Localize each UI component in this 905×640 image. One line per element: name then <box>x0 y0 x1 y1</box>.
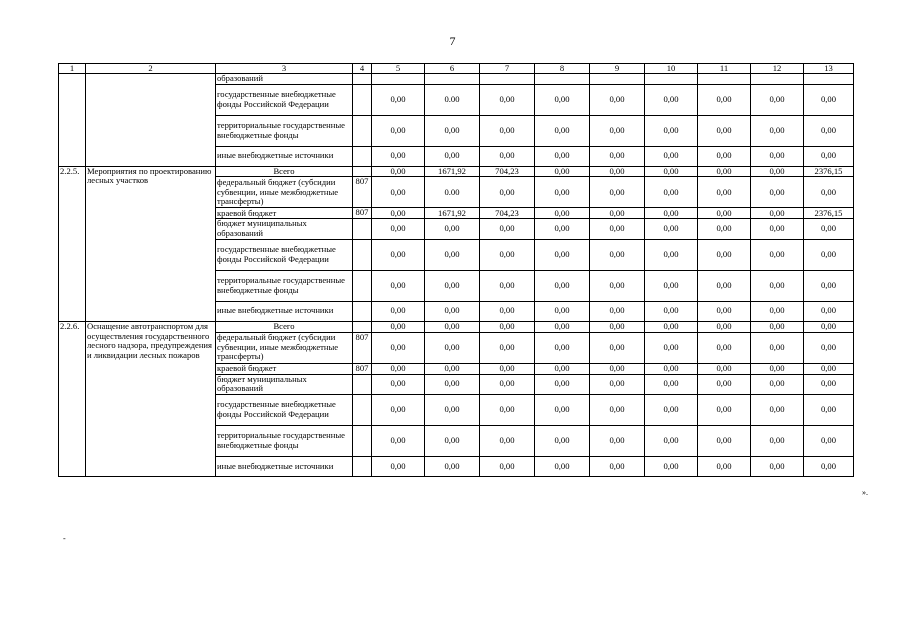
amount-cell: 0,00 <box>804 363 854 374</box>
amount-cell: 0,00 <box>480 177 535 208</box>
amount-cell: 0,00 <box>590 394 645 425</box>
amount-cell <box>535 74 590 85</box>
amount-cell: 0,00 <box>804 394 854 425</box>
amount-cell: 0,00 <box>480 84 535 115</box>
amount-cell <box>645 74 698 85</box>
funding-source-cell: территориальные государственные внебюджетные фонды <box>216 270 353 301</box>
amount-cell: 0,00 <box>372 177 425 208</box>
budget-code-cell <box>353 239 372 270</box>
amount-cell: 0,00 <box>590 270 645 301</box>
amount-cell: 0,00 <box>535 270 590 301</box>
amount-cell: 0,00 <box>535 332 590 363</box>
funding-source-cell: бюджет муниципальных образований <box>216 219 353 239</box>
column-number-cell: 2 <box>86 64 216 74</box>
amount-cell: 0,00 <box>698 425 751 456</box>
amount-cell: 0,00 <box>804 146 854 166</box>
funding-source-cell: краевой бюджет <box>216 208 353 219</box>
amount-cell: 0,00 <box>590 239 645 270</box>
amount-cell: 0,00 <box>535 84 590 115</box>
amount-cell: 1671,92 <box>425 166 480 177</box>
amount-cell: 0,00 <box>751 166 804 177</box>
amount-cell: 0,00 <box>698 332 751 363</box>
funding-source-cell: федеральный бюджет (субсидии субвенции, иные межбюджетные трансферты) <box>216 332 353 363</box>
amount-cell <box>751 74 804 85</box>
amount-cell: 0,00 <box>751 219 804 239</box>
amount-cell: 0,00 <box>372 456 425 476</box>
amount-cell: 0,00 <box>751 177 804 208</box>
amount-cell: 0,00 <box>480 374 535 394</box>
amount-cell: 0,00 <box>645 239 698 270</box>
budget-code-cell: 807 <box>353 177 372 208</box>
amount-cell: 0,00 <box>590 115 645 146</box>
column-number-cell: 6 <box>425 64 480 74</box>
amount-cell: 0,00 <box>372 425 425 456</box>
amount-cell: 0,00 <box>425 219 480 239</box>
amount-cell: 0.00 <box>425 84 480 115</box>
amount-cell: 0,00 <box>480 115 535 146</box>
page-number: 7 <box>449 34 456 48</box>
amount-cell: 0,00 <box>645 84 698 115</box>
amount-cell: 0,00 <box>698 301 751 321</box>
funding-source-cell: иные внебюджетные источники <box>216 456 353 476</box>
amount-cell: 1671,92 <box>425 208 480 219</box>
amount-cell: 0,00 <box>535 321 590 332</box>
budget-code-cell: 807 <box>353 332 372 363</box>
amount-cell: 0,00 <box>535 239 590 270</box>
amount-cell: 0,00 <box>590 332 645 363</box>
table-row <box>59 321 854 332</box>
amount-cell: 0,00 <box>751 270 804 301</box>
budget-code-cell: 807 <box>353 363 372 374</box>
amount-cell: 0,00 <box>590 425 645 456</box>
amount-cell: 0,00 <box>698 239 751 270</box>
amount-cell: 0,00 <box>804 219 854 239</box>
amount-cell: 0,00 <box>645 115 698 146</box>
amount-cell: 0,00 <box>804 84 854 115</box>
budget-code-cell <box>353 321 372 332</box>
amount-cell: 0,00 <box>751 425 804 456</box>
amount-cell: 0,00 <box>425 146 480 166</box>
amount-cell: 0,00 <box>698 394 751 425</box>
amount-cell: 0,00 <box>590 166 645 177</box>
amount-cell: 0,00 <box>590 146 645 166</box>
budget-code-cell <box>353 115 372 146</box>
amount-cell: 0,00 <box>590 84 645 115</box>
amount-cell: 0,00 <box>372 270 425 301</box>
amount-cell: 0,00 <box>372 374 425 394</box>
amount-cell: 0,00 <box>804 321 854 332</box>
funding-source-cell: краевой бюджет <box>216 363 353 374</box>
item-number-cell <box>59 74 86 167</box>
amount-cell <box>590 74 645 85</box>
amount-cell: 0,00 <box>645 146 698 166</box>
amount-cell: 0,00 <box>425 239 480 270</box>
amount-cell <box>425 74 480 85</box>
amount-cell: 0,00 <box>425 270 480 301</box>
amount-cell: 0,00 <box>698 208 751 219</box>
amount-cell: 0,00 <box>645 374 698 394</box>
amount-cell: 0,00 <box>645 363 698 374</box>
amount-cell: 0,00 <box>535 115 590 146</box>
amount-cell: 0,00 <box>480 301 535 321</box>
amount-cell <box>372 74 425 85</box>
amount-cell: 0,00 <box>698 219 751 239</box>
item-number-cell: 2.2.5. <box>59 166 86 321</box>
amount-cell <box>804 74 854 85</box>
funding-source-cell: Всего <box>216 166 353 177</box>
amount-cell: 0,00 <box>590 321 645 332</box>
amount-cell: 0,00 <box>698 166 751 177</box>
amount-cell: 2376,15 <box>804 208 854 219</box>
column-number-row <box>59 64 854 74</box>
amount-cell: 0,00 <box>698 321 751 332</box>
amount-cell: 0,00 <box>590 208 645 219</box>
amount-cell: 0,00 <box>698 374 751 394</box>
amount-cell: 0,00 <box>372 321 425 332</box>
amount-cell: 0,00 <box>480 146 535 166</box>
funding-source-cell: государственные внебюджетные фонды Российской Федерации <box>216 84 353 115</box>
amount-cell: 0,00 <box>535 374 590 394</box>
item-number-cell: 2.2.6. <box>59 321 86 476</box>
amount-cell: 0,00 <box>590 374 645 394</box>
column-number-cell: 8 <box>535 64 590 74</box>
amount-cell: 0,00 <box>804 374 854 394</box>
amount-cell: 0,00 <box>645 166 698 177</box>
column-number-cell: 10 <box>645 64 698 74</box>
amount-cell: 0,00 <box>751 363 804 374</box>
amount-cell: 0,00 <box>804 456 854 476</box>
budget-code-cell: 807 <box>353 208 372 219</box>
column-number-cell: 4 <box>353 64 372 74</box>
budget-code-cell <box>353 84 372 115</box>
amount-cell: 0,00 <box>804 239 854 270</box>
amount-cell: 0,00 <box>804 301 854 321</box>
amount-cell: 0,00 <box>645 301 698 321</box>
amount-cell: 0,00 <box>425 394 480 425</box>
amount-cell: 0,00 <box>535 425 590 456</box>
amount-cell: 0,00 <box>645 270 698 301</box>
amount-cell: 0,00 <box>751 84 804 115</box>
funding-source-cell: территориальные государственные внебюджетные фонды <box>216 115 353 146</box>
amount-cell: 0,00 <box>698 456 751 476</box>
column-number-cell: 5 <box>372 64 425 74</box>
column-number-cell: 1 <box>59 64 86 74</box>
amount-cell: 0,00 <box>425 301 480 321</box>
amount-cell: 0,00 <box>645 394 698 425</box>
amount-cell: 0,00 <box>590 456 645 476</box>
amount-cell: 0,00 <box>372 146 425 166</box>
amount-cell: 0,00 <box>480 219 535 239</box>
amount-cell: 0,00 <box>480 239 535 270</box>
funding-source-cell: иные внебюджетные источники <box>216 301 353 321</box>
amount-cell: 0,00 <box>480 332 535 363</box>
amount-cell: 0,00 <box>535 363 590 374</box>
column-number-cell: 11 <box>698 64 751 74</box>
amount-cell: 0,00 <box>751 332 804 363</box>
budget-code-cell <box>353 146 372 166</box>
amount-cell: 0,00 <box>698 84 751 115</box>
budget-code-cell <box>353 74 372 85</box>
amount-cell: 0,00 <box>645 425 698 456</box>
amount-cell: 0,00 <box>751 208 804 219</box>
budget-code-cell <box>353 425 372 456</box>
column-number-cell: 7 <box>480 64 535 74</box>
amount-cell: 0,00 <box>372 394 425 425</box>
item-name-cell: Оснащение автотранспортом для осуществления государственного лесного надзора, предупреждения и ликвидации лесных пожаров <box>86 321 216 476</box>
funding-source-cell: иные внебюджетные источники <box>216 146 353 166</box>
amount-cell: 0,00 <box>372 219 425 239</box>
budget-code-cell <box>353 374 372 394</box>
amount-cell: 0,00 <box>535 208 590 219</box>
amount-cell: 704,23 <box>480 208 535 219</box>
amount-cell <box>698 74 751 85</box>
budget-code-cell <box>353 456 372 476</box>
amount-cell: 0,00 <box>425 115 480 146</box>
amount-cell: 0,00 <box>535 301 590 321</box>
amount-cell: 0,00 <box>645 208 698 219</box>
column-number-cell: 13 <box>804 64 854 74</box>
item-name-cell <box>86 74 216 167</box>
amount-cell: 0,00 <box>751 239 804 270</box>
item-name-cell: Мероприятия по проектированию лесных участков <box>86 166 216 321</box>
amount-cell: 0,00 <box>372 115 425 146</box>
budget-code-cell <box>353 270 372 301</box>
amount-cell: 0,00 <box>645 332 698 363</box>
amount-cell: 0,00 <box>698 363 751 374</box>
amount-cell: 0,00 <box>535 166 590 177</box>
funding-source-cell: государственные внебюджетные фонды Российской Федерации <box>216 394 353 425</box>
amount-cell: 0,00 <box>372 332 425 363</box>
column-number-cell: 3 <box>216 64 353 74</box>
amount-cell: 0,00 <box>480 363 535 374</box>
column-number-cell: 12 <box>751 64 804 74</box>
amount-cell: 0,00 <box>698 146 751 166</box>
amount-cell: 0,00 <box>425 425 480 456</box>
budget-code-cell <box>353 301 372 321</box>
amount-cell: 0,00 <box>804 425 854 456</box>
amount-cell: 0,00 <box>425 363 480 374</box>
amount-cell: 0,00 <box>645 177 698 208</box>
amount-cell: 0,00 <box>372 208 425 219</box>
amount-cell: 0,00 <box>590 363 645 374</box>
amount-cell: 0,00 <box>804 177 854 208</box>
amount-cell: 0,00 <box>804 332 854 363</box>
amount-cell: 0,00 <box>372 166 425 177</box>
amount-cell: 0,00 <box>535 456 590 476</box>
amount-cell: 0,00 <box>698 270 751 301</box>
amount-cell: 0,00 <box>480 394 535 425</box>
amount-cell: 0,00 <box>480 456 535 476</box>
amount-cell: 0,00 <box>590 219 645 239</box>
amount-cell: 0,00 <box>751 321 804 332</box>
amount-cell: 0,00 <box>372 84 425 115</box>
amount-cell: 0,00 <box>480 321 535 332</box>
funding-source-cell: образований <box>216 74 353 85</box>
amount-cell: 0,00 <box>425 332 480 363</box>
amount-cell: 0,00 <box>751 394 804 425</box>
amount-cell: 0,00 <box>425 374 480 394</box>
amount-cell: 0,00 <box>751 301 804 321</box>
amount-cell: 0,00 <box>372 239 425 270</box>
budget-code-cell <box>353 219 372 239</box>
funding-source-cell: территориальные государственные внебюджетные фонды <box>216 425 353 456</box>
funding-source-cell: Всего <box>216 321 353 332</box>
amount-cell: 0,00 <box>751 146 804 166</box>
margin-mark: - <box>63 534 66 543</box>
funding-source-cell: государственные внебюджетные фонды Российской Федерации <box>216 239 353 270</box>
funding-source-cell: бюджет муниципальных образований <box>216 374 353 394</box>
amount-cell: 0,00 <box>480 270 535 301</box>
budget-code-cell <box>353 166 372 177</box>
amount-cell: 0,00 <box>535 177 590 208</box>
amount-cell: 0,00 <box>751 115 804 146</box>
end-quote: ». <box>862 488 868 497</box>
amount-cell: 0,00 <box>751 456 804 476</box>
amount-cell: 0,00 <box>645 321 698 332</box>
amount-cell: 0,00 <box>804 115 854 146</box>
amount-cell: 0,00 <box>590 177 645 208</box>
amount-cell: 0,00 <box>804 270 854 301</box>
amount-cell: 0,00 <box>698 177 751 208</box>
amount-cell: 0,00 <box>480 425 535 456</box>
amount-cell: 0,00 <box>698 115 751 146</box>
amount-cell: 0,00 <box>372 363 425 374</box>
amount-cell: 0,00 <box>535 394 590 425</box>
table-row <box>59 166 854 177</box>
amount-cell: 0,00 <box>425 321 480 332</box>
amount-cell: 0.00 <box>425 177 480 208</box>
amount-cell: 0,00 <box>590 301 645 321</box>
amount-cell: 704,23 <box>480 166 535 177</box>
amount-cell: 0,00 <box>425 456 480 476</box>
amount-cell: 0,00 <box>535 146 590 166</box>
amount-cell: 0,00 <box>535 219 590 239</box>
budget-code-cell <box>353 394 372 425</box>
table-row <box>59 74 854 85</box>
amount-cell: 0,00 <box>645 456 698 476</box>
amount-cell: 0,00 <box>751 374 804 394</box>
amount-cell: 0,00 <box>372 301 425 321</box>
budget-table <box>58 63 854 477</box>
column-number-cell: 9 <box>590 64 645 74</box>
amount-cell: 0,00 <box>645 219 698 239</box>
amount-cell: 2376,15 <box>804 166 854 177</box>
funding-source-cell: федеральный бюджет (субсидии субвенции, иные межбюджетные трансферты) <box>216 177 353 208</box>
amount-cell <box>480 74 535 85</box>
